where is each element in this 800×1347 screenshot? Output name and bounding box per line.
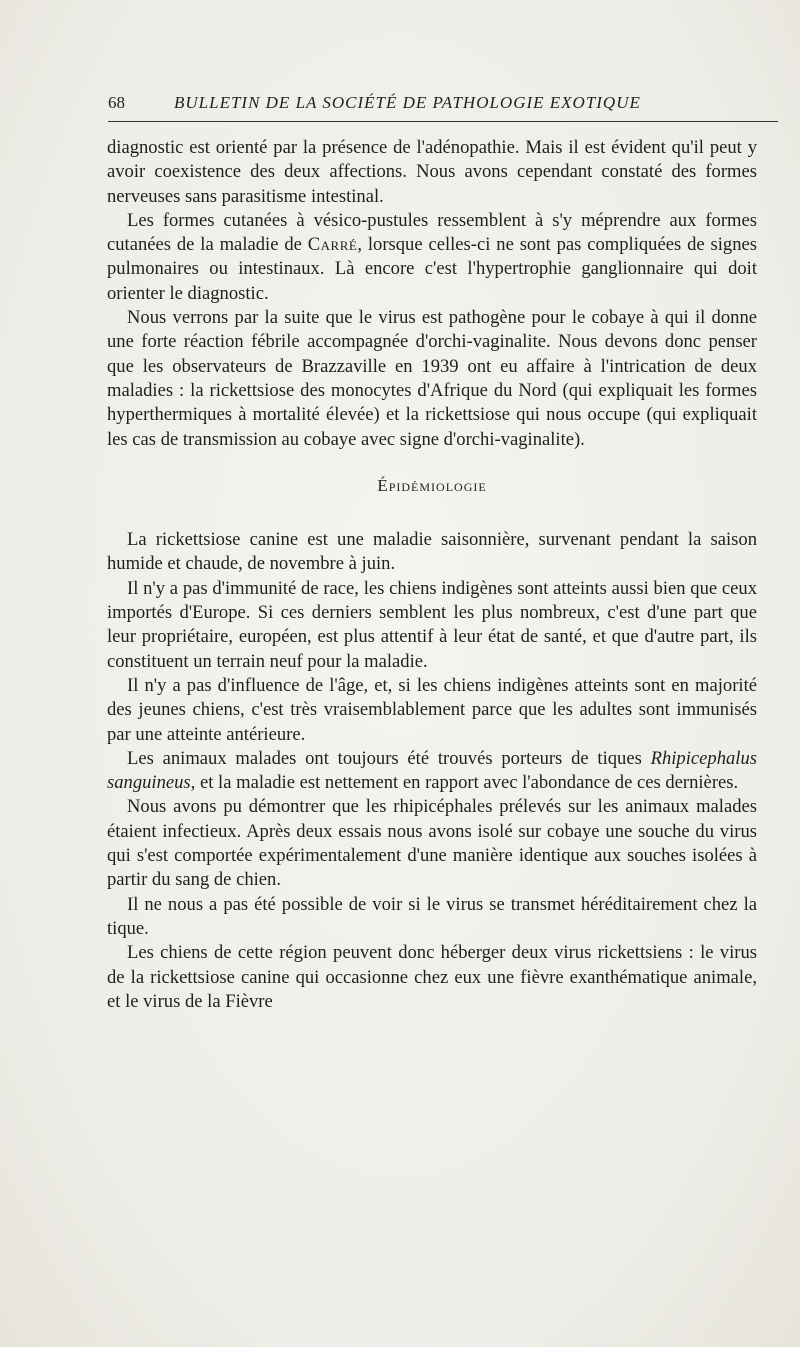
- running-title: BULLETIN DE LA SOCIÉTÉ DE PATHOLOGIE EXOTIQUE: [174, 93, 641, 112]
- paragraph-2-text-b: , lorsque celles-ci ne sont pas compliquées de signes pulmonaires ou intestinaux. Là encore c'est l'hypertrophie ganglionnaire qui doit orienter le diagnostic.: [107, 234, 757, 304]
- paragraph-10: Les chiens de cette région peuvent donc héberger deux virus rickettsiens : le virus de la rickettsiose canine qui occasionne chez eux une fièvre exanthématique animale, et le virus de la Fièvre: [107, 942, 757, 1012]
- paragraph-2-text-a: Les formes cutanées à vésico-pustules ressemblent à s'y méprendre aux formes cutanées de la maladie de: [107, 209, 757, 256]
- paragraph-6: Il n'y a pas d'influence de l'âge, et, si les chiens indigènes atteints sont en majorité des jeunes chiens, c'est très vraisemblablement parce que les adultes sont immunisés par une atteinte antérieure.: [107, 674, 757, 745]
- species-name: Rhipicephalus sanguineus: [107, 747, 757, 794]
- header-rule: [108, 121, 778, 122]
- section-heading-epidemiologie: Épidémiologie: [377, 475, 487, 495]
- paragraph-7: [107, 747, 757, 796]
- author-name-carre: Carré: [307, 234, 358, 256]
- paragraph-7-text-a: Les animaux malades ont toujours été trouvés porteurs de tiques: [127, 747, 651, 769]
- paragraph-7-text-b: , et la maladie est nettement en rapport avec l'abondance de ces dernières.: [190, 772, 739, 794]
- paragraph-1: diagnostic est orienté par la présence de l'adénopathie. Mais il est évident qu'il peut y avoir coexistence des deux affections. Nous avons cependant constaté des formes nerveuses sans parasitisme intestinal.: [107, 137, 757, 207]
- body-text: [107, 136, 757, 1014]
- paragraph-9: Il ne nous a pas été possible de voir si le virus se transmet héréditairement chez la tique.: [107, 893, 757, 939]
- paragraph-8: Nous avons pu démontrer que les rhipicéphales prélevés sur les animaux malades étaient infectieux. Après deux essais nous avons isolé sur cobaye une souche du virus qui s'est comportée expérimentalement d'une manière identique aux souches isolées à partir du sang de chien.: [107, 796, 757, 891]
- paragraph-4: La rickettsiose canine est une maladie saisonnière, survenant pendant la saison humide et chaude, de novembre à juin.: [107, 529, 757, 575]
- page-number: 68: [108, 93, 125, 112]
- paragraph-3: Nous verrons par la suite que le virus est pathogène pour le cobaye à qui il donne une forte réaction fébrile accompagnée d'orchi-vaginalite. Nous devons donc penser que les observateurs de Brazzaville en 1939 ont eu affaire à l'intrication de deux maladies : la rickettsiose des monocytes d'Afrique du Nord (qui expliquait les formes hyperthermiques à mortalité élevée) et la rickettsiose qui nous occupe (qui expliquait les cas de transmission au cobaye avec signe d'orchi-vaginalite).: [107, 307, 757, 450]
- paragraph-5: Il n'y a pas d'immunité de race, les chiens indigènes sont atteints aussi bien que ceux importés d'Europe. Si ces derniers semblent les plus nombreux, c'est d'une part que leur propriétaire, européen, est plus attentif à leur état de santé, et que d'autre part, ils constituent un terrain neuf pour la maladie.: [107, 577, 757, 672]
- paragraph-2: [107, 209, 757, 306]
